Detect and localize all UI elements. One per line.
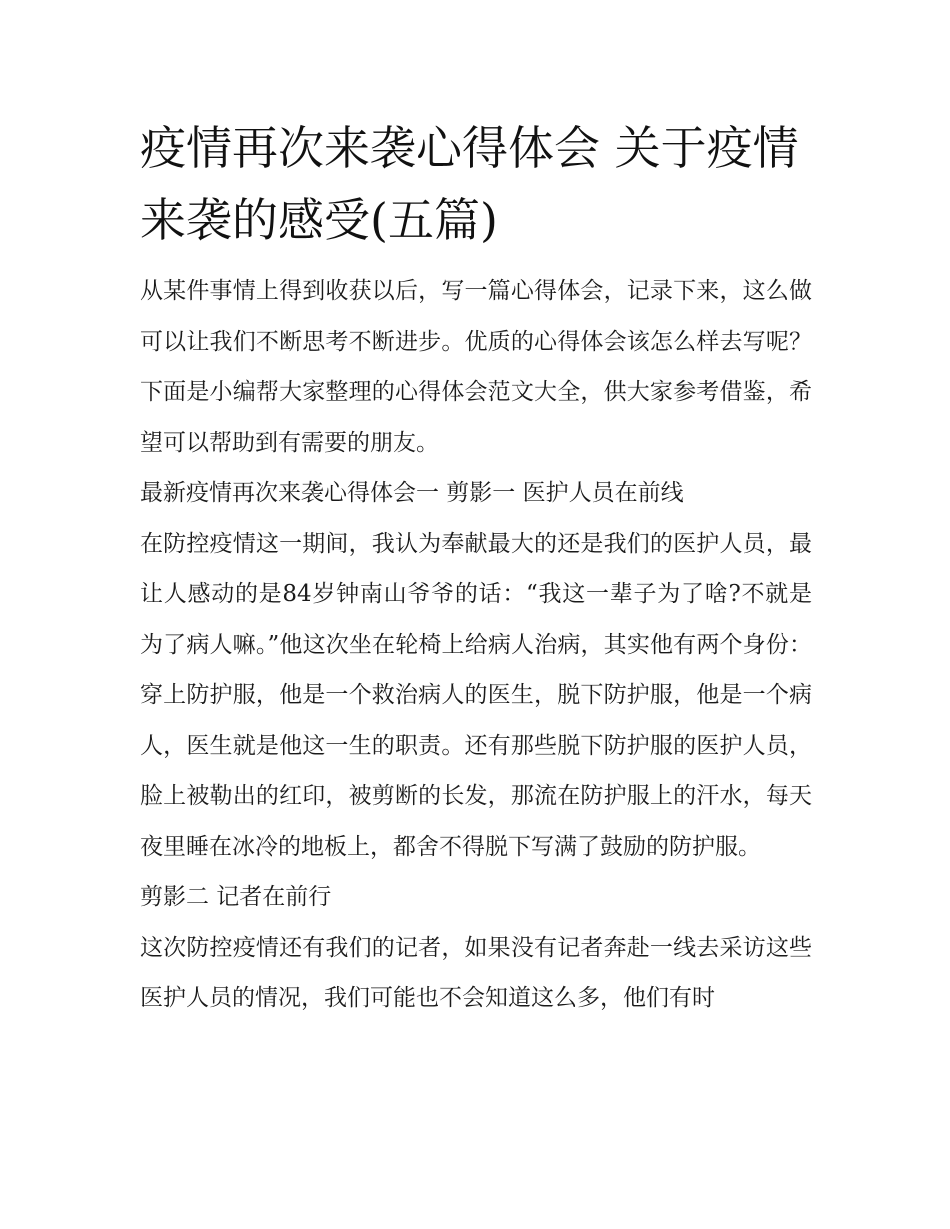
document-title: 疫情再次来袭心得体会 关于疫情来袭的感受(五篇) [140,121,799,247]
intro-paragraph: 从某件事情上得到收获以后，写一篇心得体会，记录下来，这么做可以让我们不断思考不断进步。优质的心得体会该怎么样去写呢？下面是小编帮大家整理的心得体会范文大全，供大家参考借鉴，希望可以帮助到有需要的朋友。 [140,278,812,456]
section-2-paragraph: 这次防控疫情还有我们的记者，如果没有记者奔赴一线去采访这些医护人员的情况，我们可能也不会知道这么多，他们有时 [140,934,812,1011]
section-heading-2: 剪影二 记者在前行 [140,884,332,910]
section-heading-1: 最新疫情再次来袭心得体会一 剪影一 医护人员在前线 [140,480,684,506]
document-page [140,112,812,1024]
document-body [140,266,812,1024]
section-1-paragraph: 在防控疫情这一期间，我认为奉献最大的还是我们的医护人员，最让人感动的是84岁钟南山爷爷的话：“我这一辈子为了啥?不就是为了病人嘛。”他这次坐在轮椅上给病人治病，其实他有两个身份：穿上防护服，他是一个救治病人的医生，脱下防护服，他是一个病人，医生就是他这一生的职责。还有那些脱下防护服的医护人员，脸上被勒出的红印，被剪断的长发，那流在防护服上的汗水，每天夜里睡在冰冷的地板上，都舍不得脱下写满了鼓励的防护服。 [140,530,812,860]
